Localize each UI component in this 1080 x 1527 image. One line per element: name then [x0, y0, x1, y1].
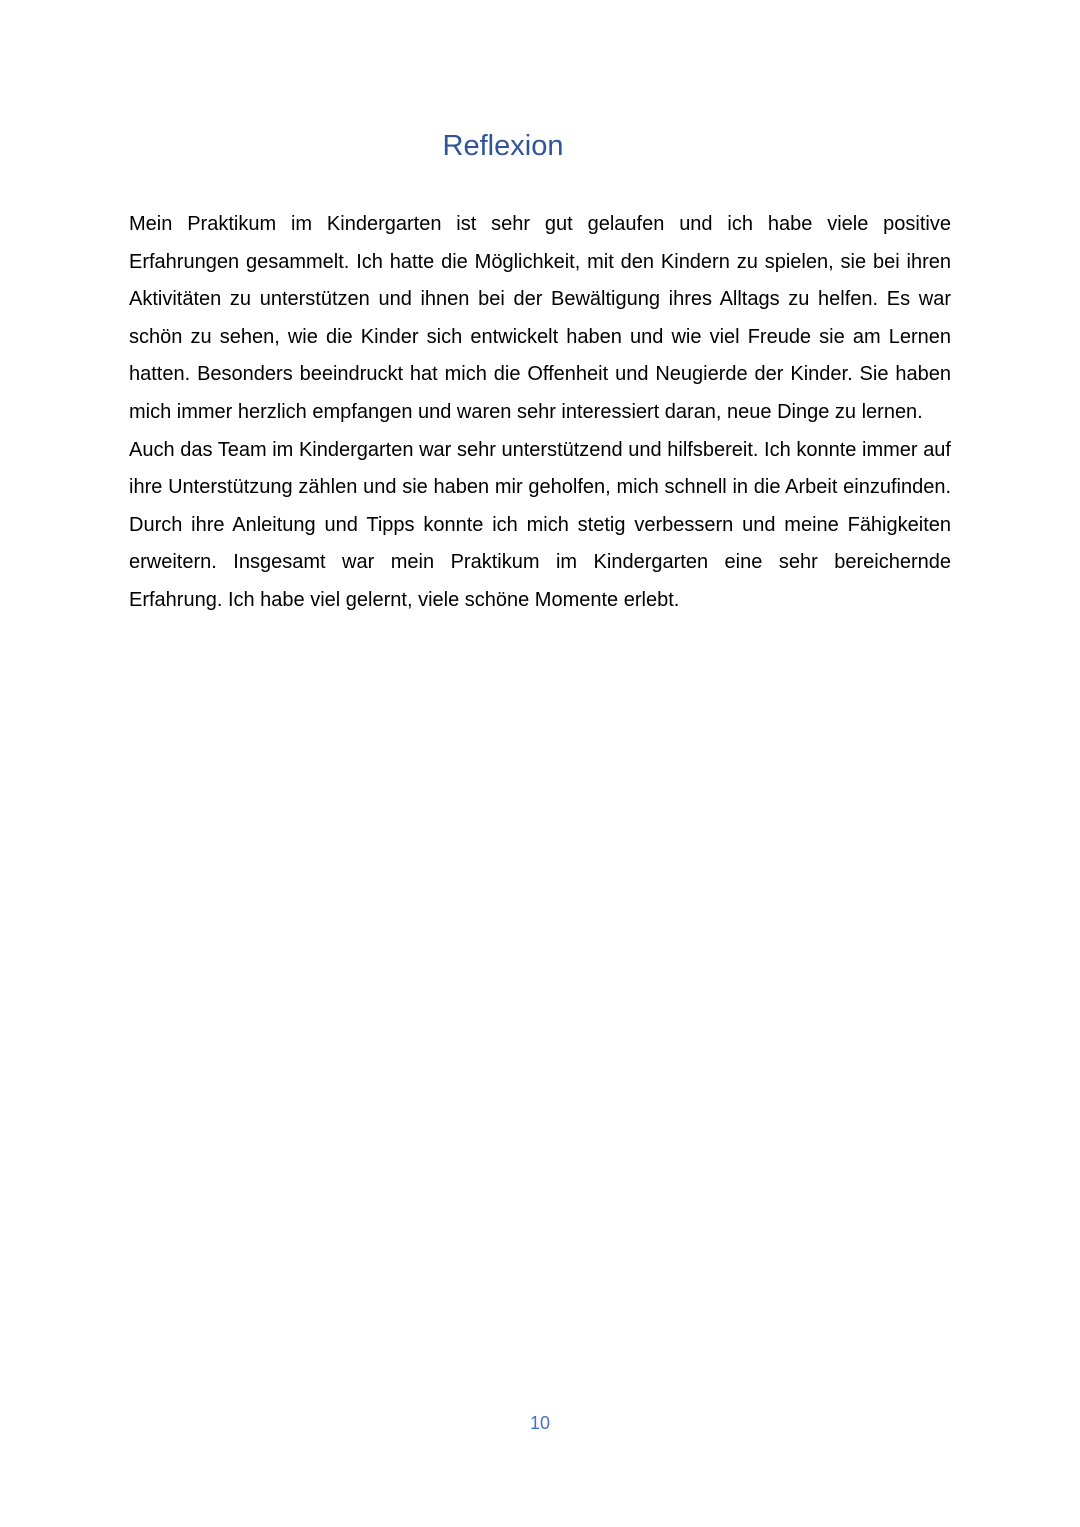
paragraph: Auch das Team im Kindergarten war sehr unterstützend und hilfsbereit. Ich konnte immer auf ihre Unterstützung zählen und sie haben mir geholfen, mich schnell in die Arbeit einzufinden. Durch ihre Anleitung und Tipps konnte ich mich stetig verbessern und meine Fähigkeiten erweitern. Insgesamt war mein Praktikum im Kindergarten eine sehr bereichernde Erfahrung. Ich habe viel gelernt, viele schöne Momente erlebt. [129, 438, 951, 611]
paragraph: Mein Praktikum im Kindergarten ist sehr gut gelaufen und ich habe viele positive Erfahrungen gesammelt. Ich hatte die Möglichkeit, mit den Kindern zu spielen, sie bei ihren Aktivitäten zu unterstützen und ihnen bei der Bewältigung ihres Alltags zu helfen. Es war schön zu sehen, wie die Kinder sich entwickelt haben und wie viel Freude sie am Lernen hatten. Besonders beeindruckt hat mich die Offenheit und Neugierde der Kinder. Sie haben mich immer herzlich empfangen und waren sehr interessiert daran, neue Dinge zu lernen. [129, 213, 951, 423]
body-text [129, 206, 951, 620]
page-title: Reflexion [442, 130, 564, 162]
page-number: 10 [529, 1413, 551, 1433]
